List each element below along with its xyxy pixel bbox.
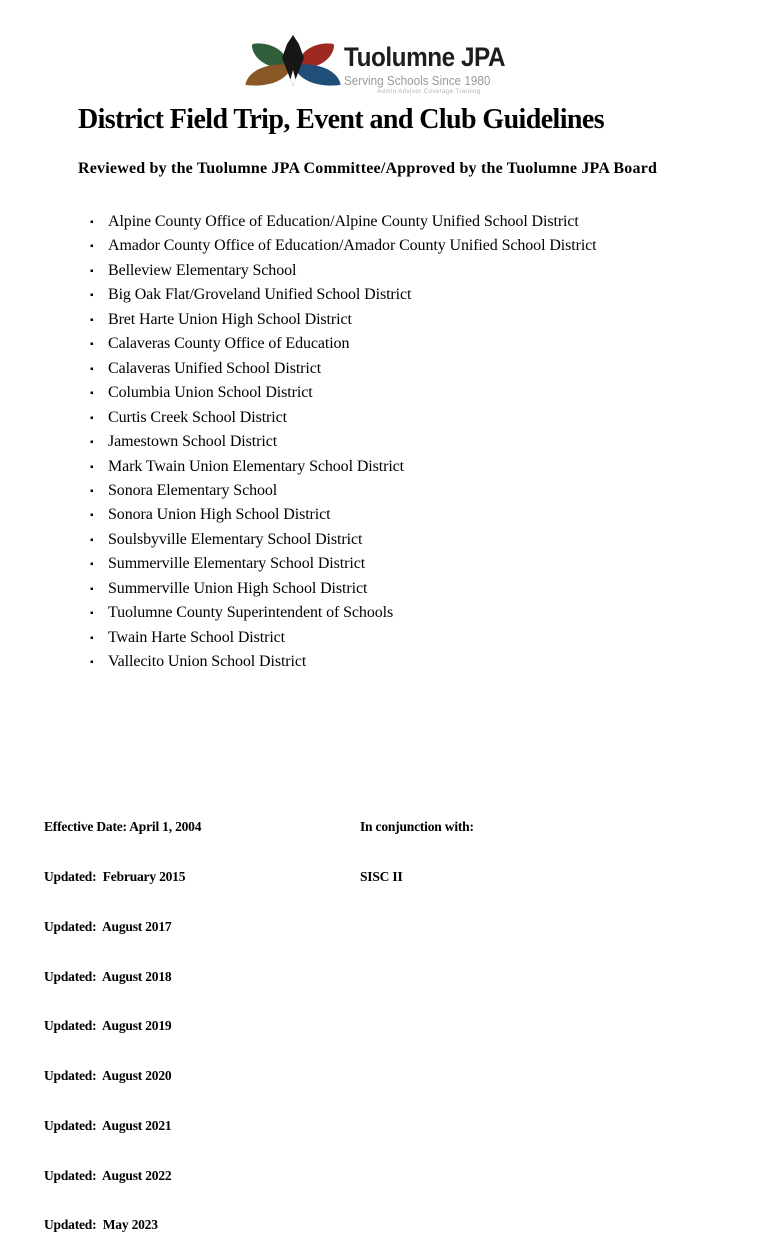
list-item xyxy=(90,259,597,283)
lotus-petal-black-icon xyxy=(280,35,306,86)
bullet-icon: ▪ xyxy=(90,559,94,571)
district-name: Summerville Elementary School District xyxy=(108,555,366,573)
list-item xyxy=(90,503,597,527)
list-item xyxy=(90,455,597,479)
district-name: Calaveras Unified School District xyxy=(108,359,322,377)
list-item xyxy=(90,577,597,601)
district-name: Bret Harte Union High School District xyxy=(108,310,352,328)
bullet-icon: ▪ xyxy=(90,657,94,669)
logo-subtagline: Admin Advisor Coverage Training xyxy=(377,88,481,95)
revision-history xyxy=(44,786,201,1251)
page-subtitle: Reviewed by the Tuolumne JPA Committee/Approved by the Tuolumne JPA Board xyxy=(78,160,658,177)
district-name: Calaveras County Office of Education xyxy=(108,335,350,353)
bullet-icon: ▪ xyxy=(90,363,94,375)
effective-date: Effective Date: April 1, 2004 xyxy=(44,819,202,835)
list-item xyxy=(90,528,597,552)
list-item xyxy=(90,430,597,454)
logo-text xyxy=(344,34,523,96)
bullet-icon: ▪ xyxy=(90,583,94,595)
district-name: Sonora Elementary School xyxy=(108,481,278,499)
bullet-icon: ▪ xyxy=(90,388,94,400)
lotus-flower-icon xyxy=(247,34,339,90)
list-item xyxy=(90,283,597,307)
list-item xyxy=(90,210,597,234)
district-name: Alpine County Office of Education/Alpine County Unified School District xyxy=(108,213,579,230)
bullet-icon: ▪ xyxy=(90,241,94,253)
district-name: Twain Harte School District xyxy=(108,628,286,646)
district-name: Sonora Union High School District xyxy=(108,506,331,524)
list-item xyxy=(90,381,597,405)
district-name: Summerville Union High School District xyxy=(108,579,368,597)
district-name: Amador County Office of Education/Amador County Unified School District xyxy=(108,237,597,255)
list-item xyxy=(90,308,597,332)
logo-tagline: Serving Schools Since 1980 xyxy=(343,73,491,88)
district-name: Big Oak Flat/Groveland Unified School District xyxy=(108,286,412,304)
bullet-icon: ▪ xyxy=(90,534,94,546)
district-list xyxy=(90,210,597,675)
conjunction-value: SISC II xyxy=(360,868,403,884)
updated-line: Updated: August 2020 xyxy=(44,1068,172,1084)
list-item xyxy=(90,601,597,625)
district-name: Soulsbyville Elementary School District xyxy=(108,530,363,548)
list-item xyxy=(90,406,597,430)
district-name: Columbia Union School District xyxy=(108,384,313,402)
logo-name: Tuolumne JPA xyxy=(343,42,506,72)
updated-line: Updated: May 2023 xyxy=(44,1217,158,1233)
bullet-icon: ▪ xyxy=(90,510,94,522)
updated-line: Updated: August 2019 xyxy=(44,1018,172,1034)
updated-line: Updated: August 2017 xyxy=(44,918,172,934)
updated-line: Updated: August 2021 xyxy=(44,1117,172,1133)
updated-line: Updated: August 2018 xyxy=(44,968,172,984)
updated-line: Updated: February 2015 xyxy=(44,868,186,884)
conjunction-note xyxy=(360,786,474,902)
bullet-icon: ▪ xyxy=(90,412,94,424)
bullet-icon: ▪ xyxy=(90,314,94,326)
list-item xyxy=(90,650,597,674)
district-name: Mark Twain Union Elementary School District xyxy=(108,457,405,475)
bullet-icon: ▪ xyxy=(90,437,94,449)
bullet-icon: ▪ xyxy=(90,608,94,620)
district-name: Belleview Elementary School xyxy=(108,261,297,279)
bullet-icon: ▪ xyxy=(90,461,94,473)
bullet-icon: ▪ xyxy=(90,290,94,302)
updated-line: Updated: August 2022 xyxy=(44,1167,172,1183)
list-item xyxy=(90,332,597,356)
bullet-icon: ▪ xyxy=(90,339,94,351)
bullet-icon: ▪ xyxy=(90,485,94,497)
list-item xyxy=(90,479,597,503)
list-item xyxy=(90,552,597,576)
bullet-icon: ▪ xyxy=(90,265,94,277)
district-name: Jamestown School District xyxy=(108,433,278,451)
page-title: District Field Trip, Event and Club Guidelines xyxy=(78,104,604,135)
bullet-icon: ▪ xyxy=(90,217,94,228)
list-item xyxy=(90,357,597,381)
list-item xyxy=(90,626,597,650)
conjunction-label: In conjunction with: xyxy=(360,819,474,835)
district-name: Vallecito Union School District xyxy=(108,653,307,671)
bullet-icon: ▪ xyxy=(90,632,94,644)
logo xyxy=(0,34,770,96)
district-name: Tuolumne County Superintendent of Schools xyxy=(108,604,394,622)
list-item xyxy=(90,234,597,258)
district-name: Curtis Creek School District xyxy=(108,408,287,426)
